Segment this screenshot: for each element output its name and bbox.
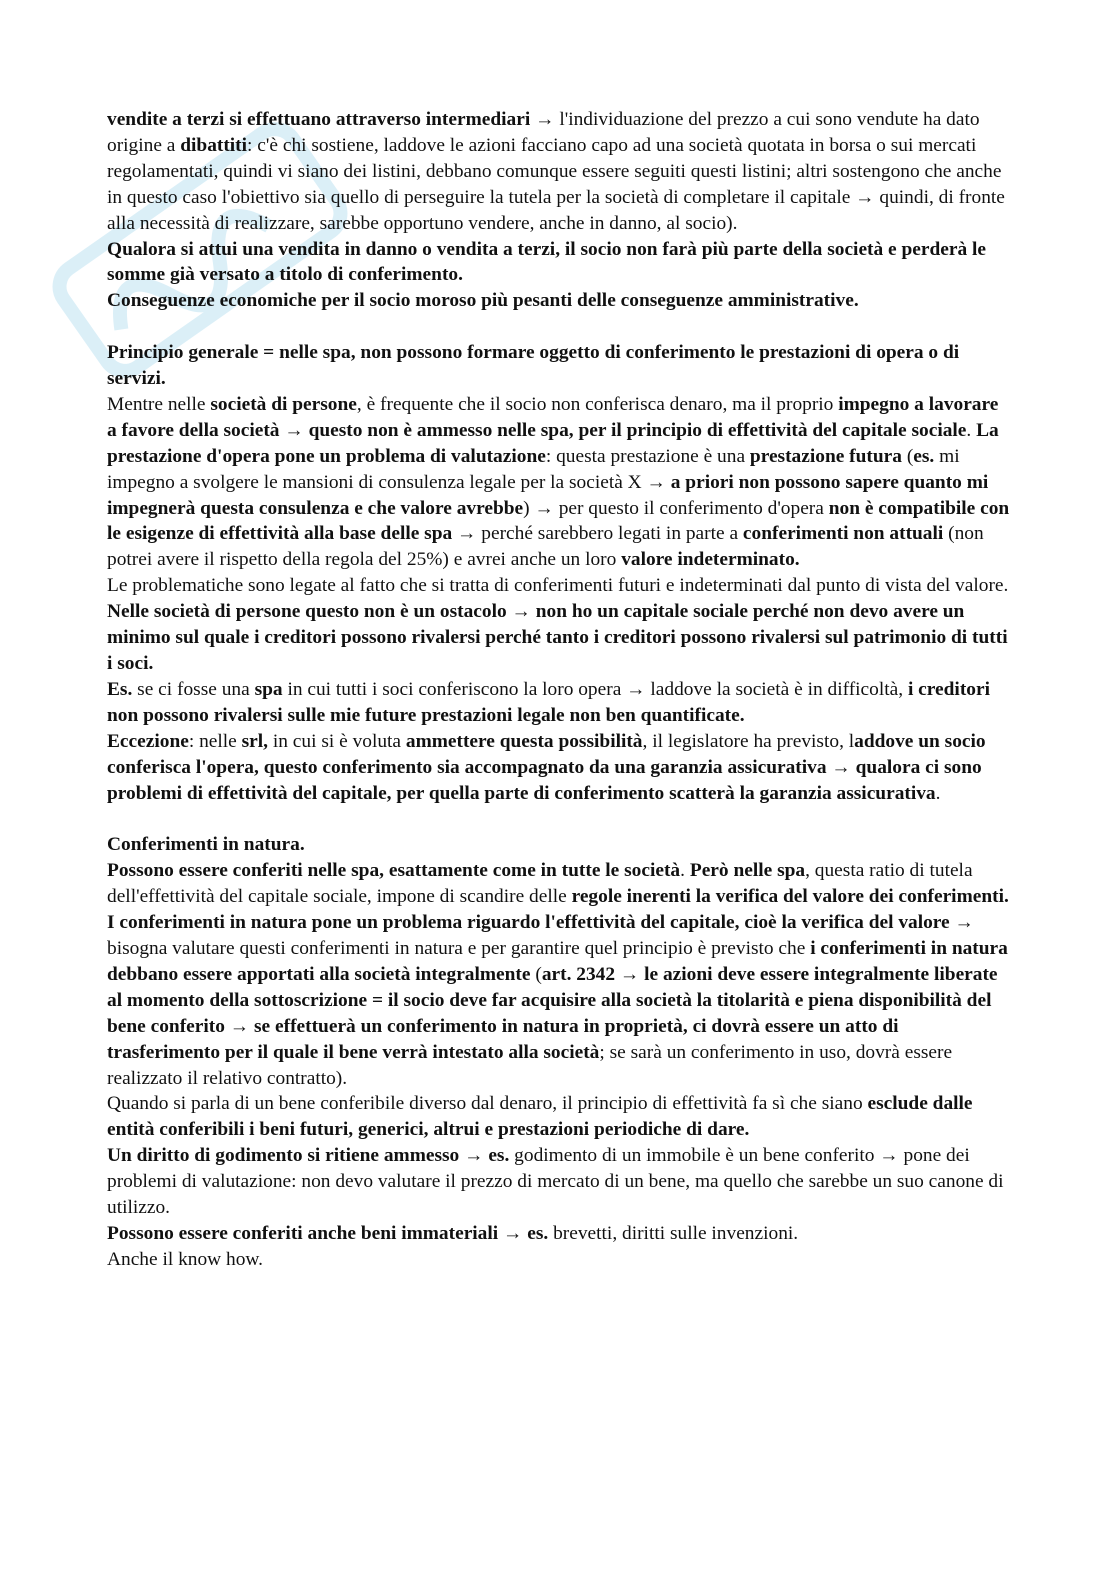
text-run: Quando si parla di un bene conferibile diverso dal denaro, il principio di effettività fa sì che siano	[107, 1093, 868, 1115]
bold-text: Principio generale = nelle spa, non possono formare oggetto di conferimento le prestazioni di opera o di servizi.	[107, 342, 960, 390]
bold-text: Es.	[107, 678, 133, 700]
text-run: .	[680, 860, 690, 882]
bold-text: esclude dalle entità conferibili i beni futuri, generici, altrui e prestazioni periodiche di dare.	[107, 1093, 973, 1141]
paragraph	[107, 832, 1012, 858]
text-run: → l'individuazione del prezzo a cui sono vendute ha dato origine a	[107, 109, 980, 156]
document-body	[107, 107, 1012, 1273]
text-run: godimento di un immobile è un bene conferito → pone dei problemi di valutazione: non devo valutare il prezzo di mercato di un bene, ma quello che sarebbe un suo canone di utilizzo.	[107, 1145, 1004, 1219]
text-run: : c'è chi sostiene, laddove le azioni facciano capo ad una società quotata in borsa o sui mercati regolamentati, quindi vi siano dei listini, debbano comunque essere seguiti questi listini; altri sostengono che anche in questo caso l'obiettivo sia quello di perseguire la tutela per la società di completare il capitale → quindi, di fronte alla necessità di realizzare, sarebbe opportuno vendere, anche in danno, al socio).	[107, 134, 1005, 234]
text-run: Anche il know how.	[107, 1248, 263, 1270]
text-run: Mentre nelle	[107, 393, 211, 415]
text-run: , questa ratio di tutela dell'effettività del capitale sociale, impone di scandire delle	[107, 860, 973, 908]
paragraph	[107, 392, 1012, 573]
bold-text: regole inerenti la verifica del valore dei conferimenti.	[571, 886, 1009, 908]
bold-text: Possono essere conferiti nelle spa, esattamente come in tutte le società	[107, 860, 681, 882]
text-run: ; se sarà un conferimento in uso, dovrà essere realizzato il relativo contratto).	[107, 1041, 953, 1089]
text-run: se ci fosse una	[132, 678, 255, 700]
paragraph	[107, 1143, 1012, 1221]
paragraph	[107, 237, 1012, 289]
bold-text: i creditori non possono rivalersi sulle mie future prestazioni legale non ben quantificate.	[107, 678, 990, 726]
bold-text: addove un socio conferisca l'opera, questo conferimento sia accompagnato da una garanzia assicurativa → qualora ci sono problemi di effettività del capitale, per quella parte di conferimento scatterà la garanzia assicurativa	[107, 730, 986, 804]
text-run: : nelle	[188, 730, 242, 752]
bold-text: impegno a lavorare a favore della società → questo non è ammesso nelle spa, per il principio di effettività del capitale sociale	[107, 393, 999, 441]
text-run: (non potrei avere il rispetto della regola del 25%) e avrei anche un loro	[107, 523, 984, 571]
text-run: .	[966, 419, 977, 441]
paragraph	[107, 1091, 1012, 1143]
bold-text: Un diritto di godimento si ritiene ammesso → es.	[107, 1145, 510, 1167]
paragraph	[107, 1221, 1012, 1247]
bold-text: Nelle società di persone questo non è un ostacolo → non ho un capitale sociale perché non devo avere un minimo sul quale i creditori possono rivalersi perché tanto i creditori possono rivalersi sul patrimonio di tutti i soci.	[107, 601, 1008, 675]
bold-text: I conferimenti in natura pone un problema riguardo l'effettività del capitale, cioè la verifica del valore	[107, 912, 950, 934]
text-run: , il legislatore ha previsto, l	[642, 730, 855, 752]
bold-text: a priori non possono sapere quanto mi impegnerà questa consulenza e che valore avrebbe	[107, 471, 989, 519]
bold-text: Qualora si attui una vendita in danno o vendita a terzi, il socio non farà più parte della società e perderà le somme già versato a titolo di conferimento.	[107, 238, 987, 286]
paragraph	[107, 677, 1012, 729]
text-run: → bisogna valutare questi conferimenti in natura e per garantire quel principio è previsto che	[107, 912, 974, 959]
bold-text: Conseguenze economiche per il socio moroso più pesanti delle conseguenze amministrative.	[107, 290, 859, 312]
text-run: .	[935, 782, 941, 804]
paragraph	[107, 340, 1012, 392]
paragraph	[107, 288, 1012, 314]
paragraph	[107, 858, 1012, 910]
paragraph	[107, 910, 1012, 1091]
bold-text: spa	[254, 678, 283, 700]
text-run: , è frequente che il socio non conferisca denaro, ma il proprio	[356, 393, 839, 415]
bold-text: srl,	[241, 730, 269, 752]
text-run: → perché sarebbero legati in parte a	[452, 523, 743, 545]
text-run: in cui tutti i soci conferiscono la loro opera → laddove la società è in difficoltà,	[282, 678, 908, 700]
bold-text: Però nelle spa	[689, 860, 806, 882]
text-run: in cui si è voluta	[268, 730, 406, 752]
bold-text: vendite a terzi si effettuano attraverso intermediari	[107, 109, 531, 130]
bold-text: Possono essere conferiti anche beni immateriali → es.	[107, 1222, 549, 1244]
paragraph	[107, 1247, 1012, 1273]
bold-text: art. 2342 → le azioni deve essere integralmente liberate al momento della sottoscrizione = il socio deve far acquisire alla società la titolarità e piena disponibilità del bene conferito → se effettuerà un conferimento in natura in proprietà, ci dovrà essere un atto di trasferimento per il quale il bene verrà intestato alla società	[107, 963, 998, 1063]
bold-text: valore indeterminato.	[621, 549, 800, 571]
paragraph	[107, 107, 1012, 237]
text-run: Le problematiche sono legate al fatto che si tratta di conferimenti futuri e indeterminati dal punto di vista del valore.	[107, 575, 1009, 597]
bold-text: ammettere questa possibilità	[405, 730, 643, 752]
text-run: (	[901, 445, 914, 467]
bold-text: dibattiti	[180, 134, 248, 156]
paragraph	[107, 599, 1012, 677]
text-run: mi impegno a svolgere le mansioni di consulenza legale per la società X →	[107, 445, 960, 493]
bold-text: conferimenti non attuali	[742, 523, 944, 545]
bold-text: non è compatibile con le esigenze di effettività alla base delle spa	[107, 497, 1010, 545]
bold-text: i conferimenti in natura debbano essere apportati alla società integralmente	[107, 937, 1008, 985]
paragraph	[107, 573, 1012, 599]
text-run: brevetti, diritti sulle invenzioni.	[548, 1222, 799, 1244]
bold-text: prestazione futura	[749, 445, 902, 467]
paragraph-gap	[107, 314, 1012, 340]
bold-text: società di persone	[210, 393, 357, 415]
bold-text: es.	[913, 445, 935, 467]
bold-text: Conferimenti in natura.	[107, 834, 305, 856]
bold-text: La prestazione d'opera pone un problema di valutazione	[107, 419, 999, 467]
paragraph	[107, 729, 1012, 807]
bold-text: Eccezione	[107, 730, 189, 752]
paragraph-gap	[107, 806, 1012, 832]
text-run: : questa prestazione è una	[545, 445, 750, 467]
text-run: (	[530, 963, 542, 985]
text-run: ) → per questo il conferimento d'opera	[523, 497, 829, 519]
